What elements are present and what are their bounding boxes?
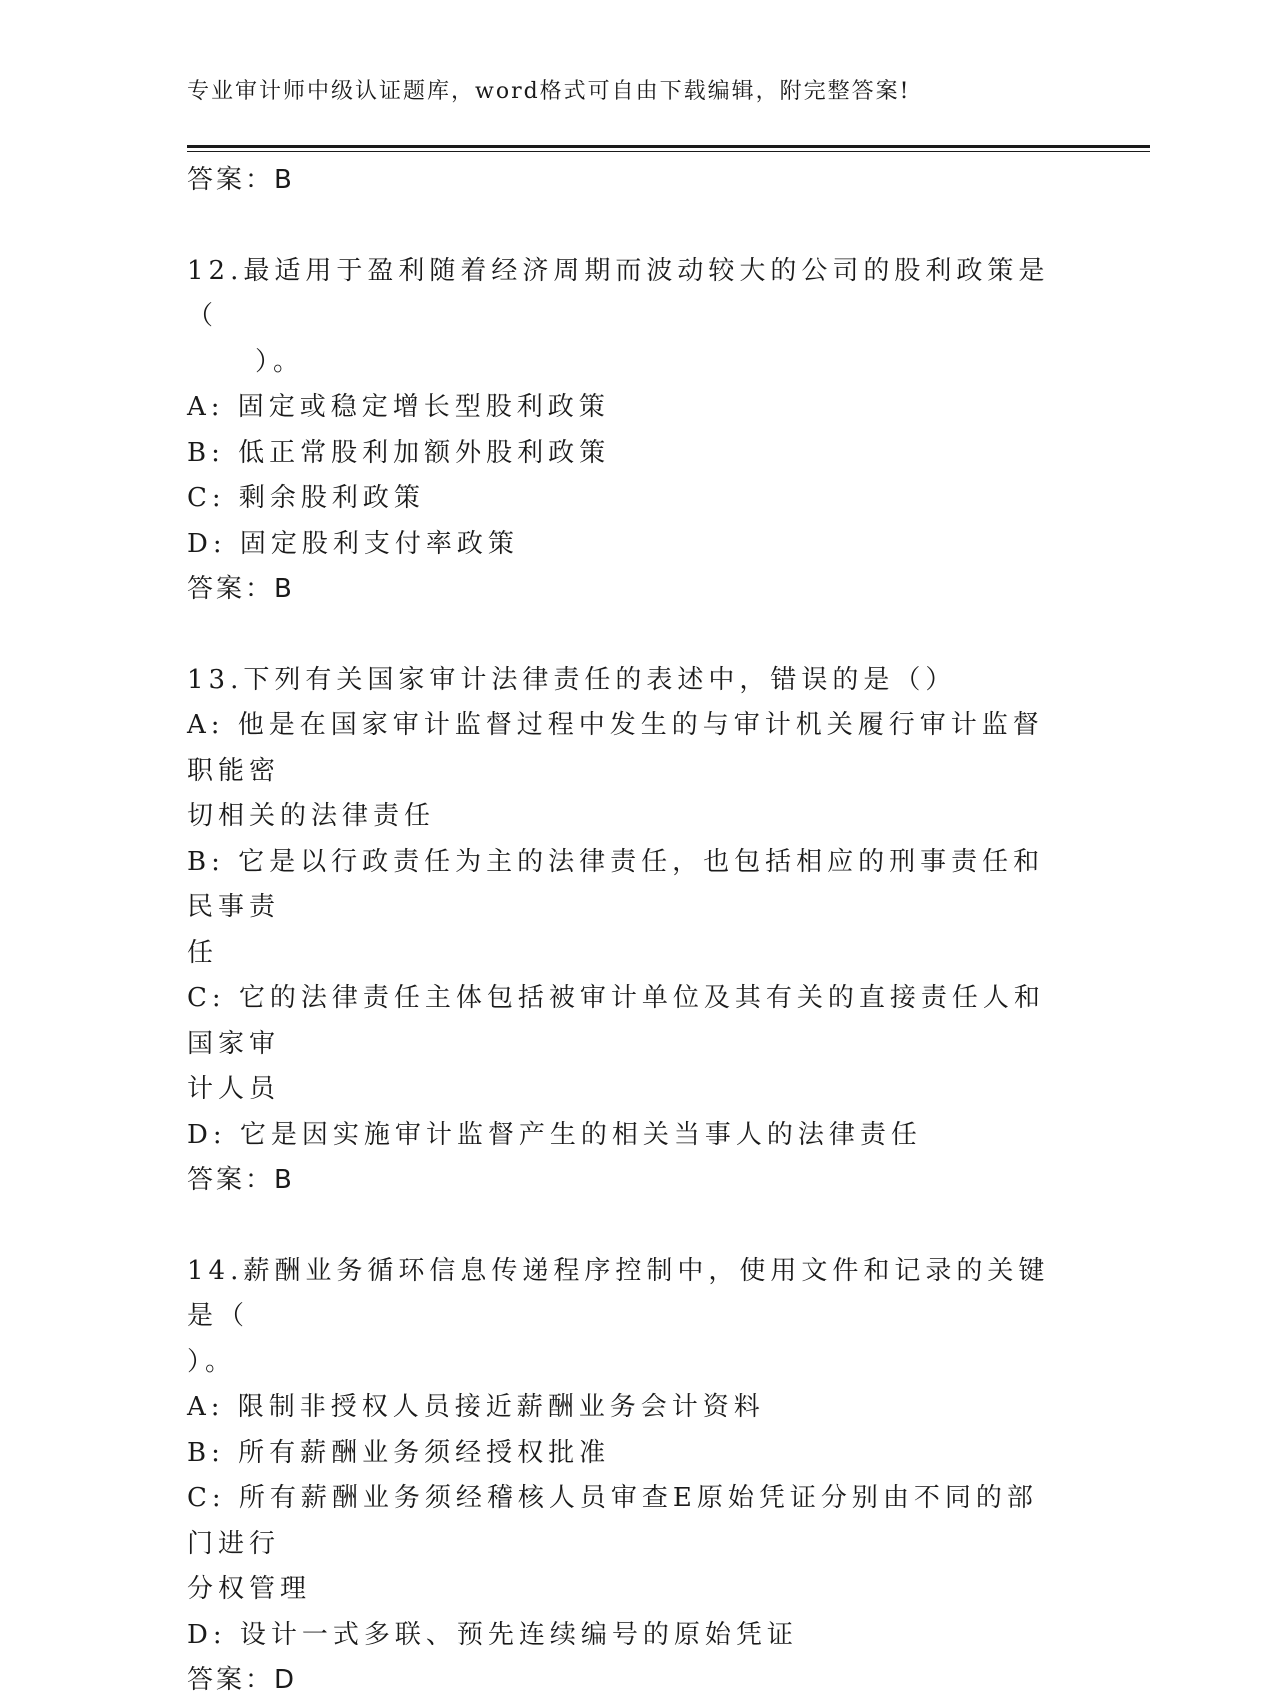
option-b: B: 它是以行政责任为主的法律责任，也包括相应的刑事责任和民事责 (187, 846, 1045, 922)
option-b: B: 低正常股利加额外股利政策 (187, 437, 611, 468)
question-content (187, 158, 1067, 1704)
option-c: C: 所有薪酬业务须经稽核人员审查E原始凭证分别由不同的部门进行 (187, 1483, 1038, 1559)
page-header: 专业审计师中级认证题库，word格式可自由下载编辑，附完整答案! (187, 79, 911, 104)
question-13 (187, 658, 1067, 1204)
question-stem: 13.下列有关国家审计法律责任的表述中，错误的是（） (187, 664, 957, 695)
question-stem-cont: ）。 (255, 346, 305, 377)
option-c: C: 它的法律责任主体包括被审计单位及其有关的直接责任人和国家审 (187, 983, 1045, 1059)
option-b-cont: 任 (187, 937, 219, 968)
answer: 答案：D (187, 1665, 298, 1695)
spacer (187, 204, 1067, 249)
header-rule-thick (187, 145, 1150, 148)
answer: 答案：B (187, 574, 295, 604)
question-stem: 12.最适用于盈利随着经济周期而波动较大的公司的股利政策是（ (187, 255, 1050, 331)
option-c: C: 剩余股利政策 (187, 483, 425, 513)
option-d: D: 它是因实施审计监督产生的相关当事人的法律责任 (187, 1119, 922, 1150)
question-12 (187, 249, 1067, 613)
spacer (187, 613, 1067, 658)
answer: 答案：B (187, 1165, 295, 1195)
spacer (187, 1204, 1067, 1249)
header-rule-thin (187, 151, 1150, 152)
option-c-cont: 分权管理 (187, 1574, 312, 1604)
option-b: B: 所有薪酬业务须经授权批准 (187, 1437, 611, 1468)
question-14 (187, 1249, 1067, 1704)
question-stem: 14.薪酬业务循环信息传递程序控制中，使用文件和记录的关键是（ (187, 1255, 1050, 1331)
option-d: D: 设计一式多联、预先连续编号的原始凭证 (187, 1619, 798, 1650)
prev-answer: 答案：B (187, 165, 295, 195)
option-d: D: 固定股利支付率政策 (187, 528, 519, 559)
option-a: A: 固定或稳定增长型股利政策 (187, 392, 610, 422)
option-a: A: 限制非授权人员接近薪酬业务会计资料 (187, 1392, 765, 1422)
option-a-cont: 切相关的法律责任 (187, 801, 436, 831)
option-c-cont: 计人员 (187, 1074, 281, 1104)
option-a: A: 他是在国家审计监督过程中发生的与审计机关履行审计监督职能密 (187, 710, 1044, 786)
question-stem-cont: ）。 (187, 1346, 237, 1377)
